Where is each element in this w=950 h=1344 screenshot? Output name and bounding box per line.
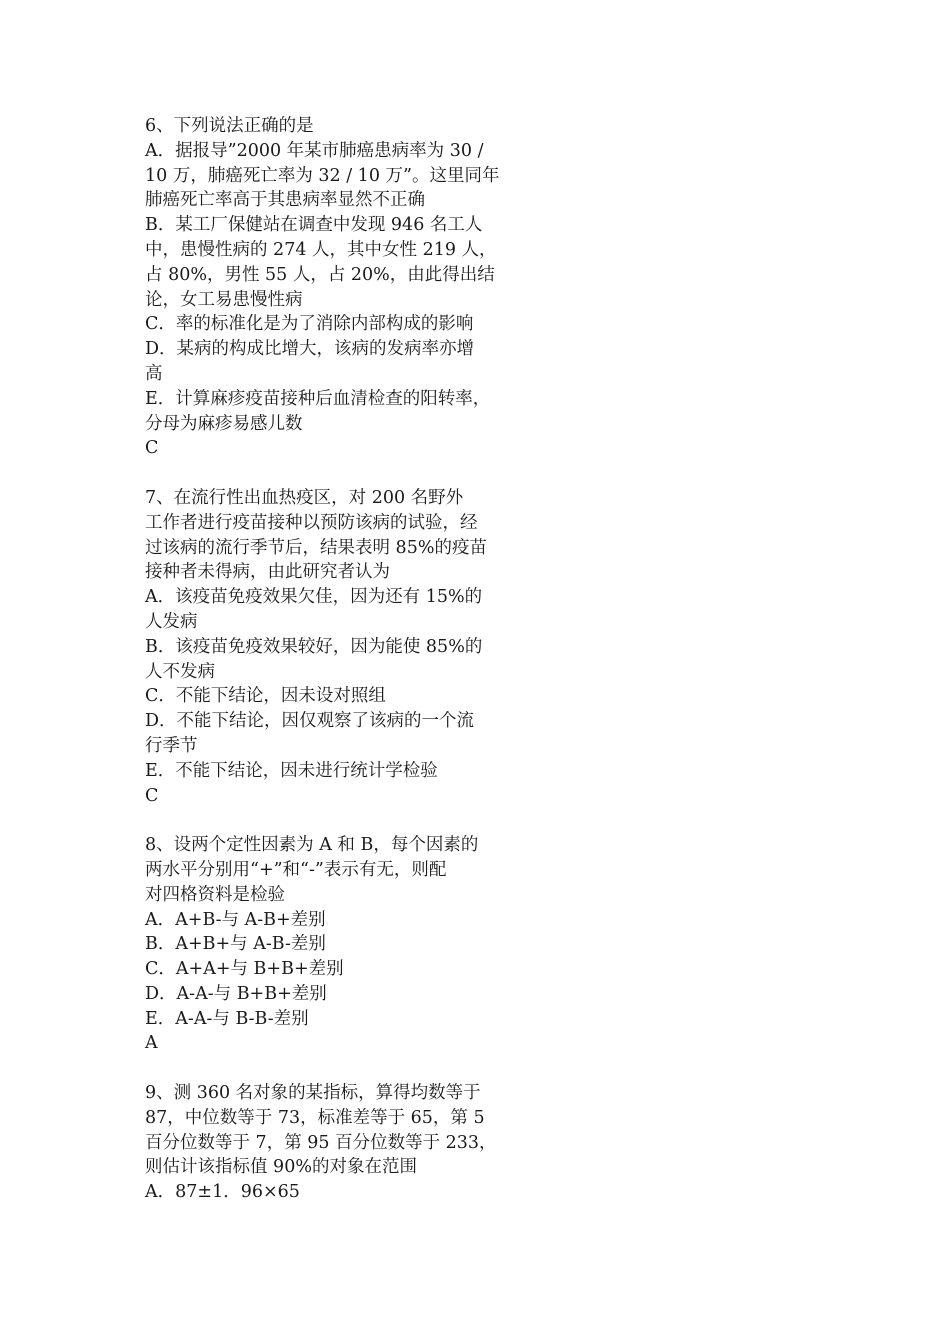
question-text-line: C．不能下结论，因未设对照组 bbox=[145, 686, 386, 707]
question-text-line: E．A-A-与 B-B-差别 bbox=[145, 1008, 309, 1029]
question-text-line: D．A-A-与 B+B+差别 bbox=[145, 983, 327, 1004]
question-block bbox=[145, 1081, 525, 1205]
question-spacer bbox=[145, 1056, 525, 1081]
question-text-line: 分母为麻疹易感儿数 bbox=[145, 413, 303, 434]
question-text-line: 7、在流行性出血热疫区，对 200 名野外 bbox=[145, 487, 464, 508]
question-text-line: 9、测 360 名对象的某指标，算得均数等于 bbox=[145, 1083, 481, 1104]
question-text-line: 占 80%，男性 55 人，占 20%，由此得出结 bbox=[145, 264, 495, 285]
question-text-line: B．某工厂保健站在调查中发现 946 名工人 bbox=[145, 215, 483, 236]
question-text-line: 接种者未得病，由此研究者认为 bbox=[145, 562, 390, 583]
question-text-line: D．某病的构成比增大，该病的发病率亦增 bbox=[145, 339, 475, 360]
question-text-line: C．率的标准化是为了消除内部构成的影响 bbox=[145, 314, 474, 335]
question-text-line: 6、下列说法正确的是 bbox=[145, 116, 314, 136]
question-text-line: A．据报导”2000 年某市肺癌患病率为 30 / bbox=[145, 140, 484, 161]
question-text-line: 百分位数等于 7，第 95 百分位数等于 233， bbox=[145, 1132, 497, 1153]
question-block bbox=[145, 833, 525, 1056]
question-text-line: 87，中位数等于 73，标准差等于 65，第 5 bbox=[145, 1107, 485, 1128]
question-text-line: 工作者进行疫苗接种以预防该病的试验，经 bbox=[145, 512, 478, 533]
question-text-line: 两水平分别用“+”和“-”表示有无，则配 bbox=[145, 859, 447, 880]
question-text-line: E．计算麻疹疫苗接种后血清检查的阳转率， bbox=[145, 388, 491, 409]
question-text-line: 则估计该指标值 90%的对象在范围 bbox=[145, 1157, 417, 1178]
question-text-line: A．A+B-与 A-B+差别 bbox=[145, 909, 326, 930]
question-text-line: 过该病的流行季节后，结果表明 85%的疫苗 bbox=[145, 537, 487, 558]
question-text-line: B．该疫苗免疫效果较好，因为能使 85%的 bbox=[145, 636, 483, 657]
question-text-line: A．87±1．96×65 bbox=[145, 1182, 300, 1203]
question-text-line: A．该疫苗免疫效果欠佳，因为还有 15%的 bbox=[145, 587, 483, 608]
question-text-line: B．A+B+与 A-B-差别 bbox=[145, 934, 326, 955]
question-text-line: A bbox=[145, 1033, 158, 1054]
question-text-line: 论，女工易患慢性病 bbox=[145, 289, 303, 310]
question-list bbox=[145, 114, 525, 1205]
question-text-line: 对四格资料是检验 bbox=[145, 884, 285, 905]
question-text-line: 中，患慢性病的 274 人，其中女性 219 人， bbox=[145, 239, 497, 260]
question-text-line: 行季节 bbox=[145, 735, 198, 756]
question-text-line: D．不能下结论，因仅观察了该病的一个流 bbox=[145, 711, 475, 732]
question-text-line: C bbox=[145, 438, 159, 459]
question-block bbox=[145, 114, 525, 461]
question-text-line: E．不能下结论，因未进行统计学检验 bbox=[145, 760, 438, 781]
question-block bbox=[145, 486, 525, 808]
question-text-line: 人发病 bbox=[145, 611, 198, 632]
question-text-line: 肺癌死亡率高于其患病率显然不正确 bbox=[145, 190, 425, 211]
question-spacer bbox=[145, 808, 525, 833]
question-spacer bbox=[145, 461, 525, 486]
question-text-line: 人不发病 bbox=[145, 661, 215, 682]
question-text-line: 8、设两个定性因素为 A 和 B，每个因素的 bbox=[145, 835, 479, 856]
question-text-line: C bbox=[145, 785, 159, 806]
question-text-line: 10 万，肺癌死亡率为 32 / 10 万”。这里同年 bbox=[145, 165, 500, 186]
question-text-line: 高 bbox=[145, 363, 163, 384]
question-text-line: C．A+A+与 B+B+差别 bbox=[145, 959, 344, 980]
